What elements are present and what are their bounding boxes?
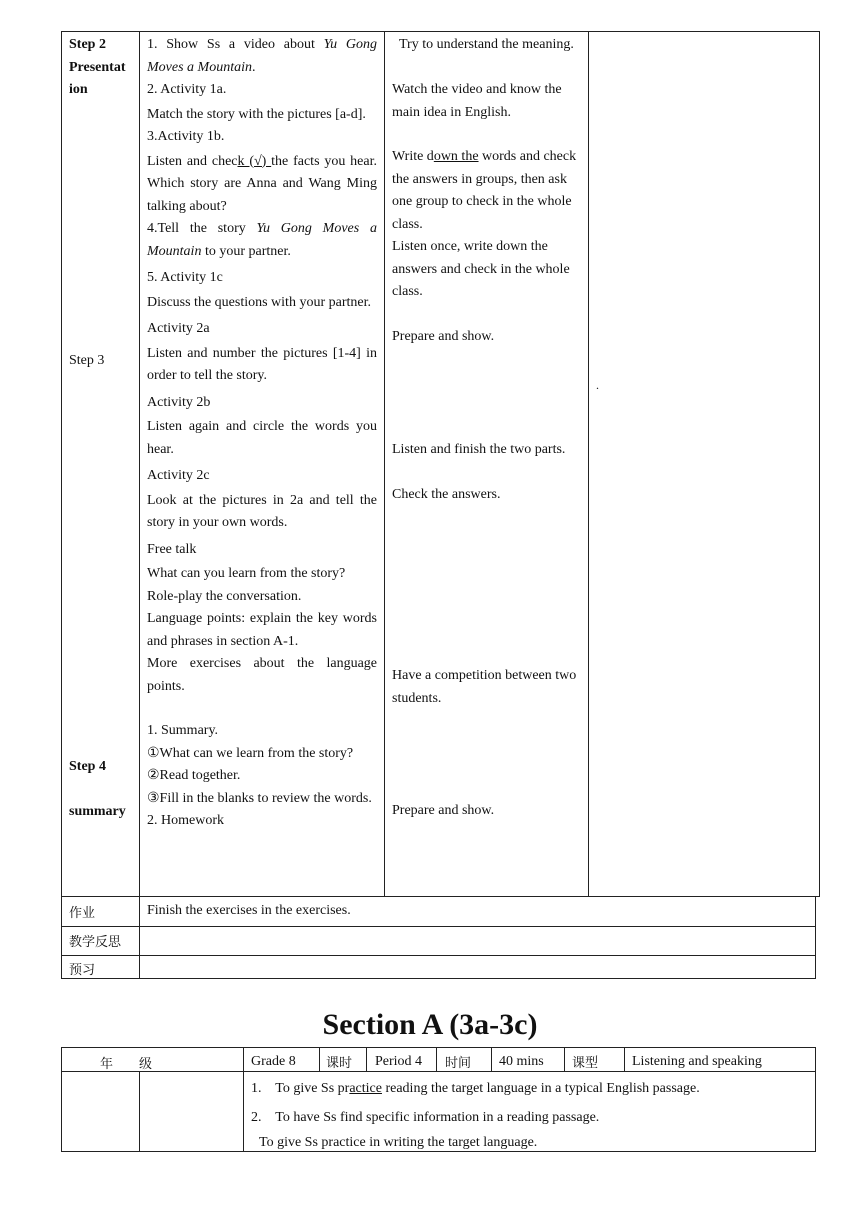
homework-item: 2. Homework [147, 813, 224, 828]
activity-1c: 5. Activity 1c [147, 270, 223, 285]
student-activity-7: Check the answers. [392, 487, 501, 502]
activity-1b: 3.Activity 1b. [147, 129, 225, 144]
time-label: 时间 [445, 1056, 472, 1071]
activity-1a: 2. Activity 1a. [147, 82, 227, 97]
student-activity-8: Have a competition between two students. [392, 668, 577, 706]
summary-read: ②Read together. [147, 768, 241, 783]
activity-1b-desc: Listen and check (√) the facts you hear. Which story are Anna and Wang Ming talking about? [147, 153, 377, 214]
objective-2: 2. To have Ss find specific information in a reading passage. [251, 1110, 600, 1125]
activity-2a-desc: Listen and number the pictures [1-4] in order to tell the story. [147, 345, 377, 383]
role-play: Role-play the conversation. [147, 588, 302, 604]
step2-label [69, 34, 126, 102]
objective-3: To give Ss practice in writing the target language. [259, 1135, 538, 1150]
activity-2b-desc: Listen again and circle the words you hear. [147, 419, 377, 457]
period-value: Period 4 [375, 1054, 423, 1069]
summary-item: 1. Summary. [147, 723, 219, 738]
student-activity-1: Try to understand the meaning. [392, 37, 574, 52]
language-points: Language points: explain the key words and phrases in section A-1. [147, 611, 377, 649]
homework-value: Finish the exercises in the exercises. [147, 903, 351, 918]
activity-2c-desc: Look at the pictures in 2a and tell the story in your own words. [147, 492, 377, 530]
free-talk: Free talk [147, 541, 197, 557]
activity-1c-desc: Discuss the questions with your partner. [147, 294, 371, 310]
type-label: 课型 [572, 1056, 599, 1071]
student-activity-6: Listen and finish the two parts. [392, 442, 566, 457]
teacher-activities [147, 34, 377, 833]
reflection-label: 教学反思 [69, 935, 122, 950]
section-title: Section A (3a-3c) [322, 1008, 538, 1041]
activity-video-cont: Moves a Mountain. [147, 59, 256, 75]
activity-2a: Activity 2a [147, 321, 210, 336]
activity-video: 1. Show Ss a video about Yu Gong [147, 37, 377, 52]
notes-dot: . [596, 378, 599, 392]
grade-label: 年 级 [100, 1057, 153, 1072]
activity-tell-story: 4.Tell the story Yu Gong Moves a Mountain to your partner. [147, 221, 378, 259]
more-exercises: More exercises about the language points. [147, 656, 377, 694]
homework-label: 作业 [69, 906, 96, 921]
grade-value: Grade 8 [251, 1054, 296, 1069]
step4-label: Step 4 [69, 759, 106, 774]
step2-line3: ion [69, 82, 88, 97]
objective-1: 1. To give Ss practice reading the target language in a typical English passage. [251, 1081, 700, 1096]
student-activity-4: Listen once, write down the answers and check in the whole class. [392, 239, 570, 299]
step2-line1: Step 2 [69, 37, 106, 52]
preview-label: 预习 [69, 963, 96, 978]
activity-1a-desc: Match the story with the pictures [a-d]. [147, 106, 366, 122]
period-label: 课时 [326, 1056, 353, 1071]
step3-label: Step 3 [69, 353, 105, 368]
summary-label: summary [69, 804, 126, 819]
time-value: 40 mins [499, 1054, 544, 1069]
activity-2b: Activity 2b [147, 394, 211, 410]
student-activity-5: Prepare and show. [392, 329, 495, 344]
type-value: Listening and speaking [632, 1054, 762, 1069]
step2-line2: Presentat [69, 59, 126, 75]
student-activity-9: Prepare and show. [392, 803, 495, 818]
student-activity-2: Watch the video and know the main idea in English. [392, 82, 562, 120]
activity-2c: Activity 2c [147, 468, 210, 483]
summary-fill: ③Fill in the blanks to review the words. [147, 790, 372, 806]
free-talk-question: What can you learn from the story? [147, 566, 346, 581]
student-activity-3: Write down the words and check the answers in groups, then ask one group to check in the whole class. [392, 149, 577, 232]
summary-learn: ①What can we learn from the story? [147, 745, 354, 761]
